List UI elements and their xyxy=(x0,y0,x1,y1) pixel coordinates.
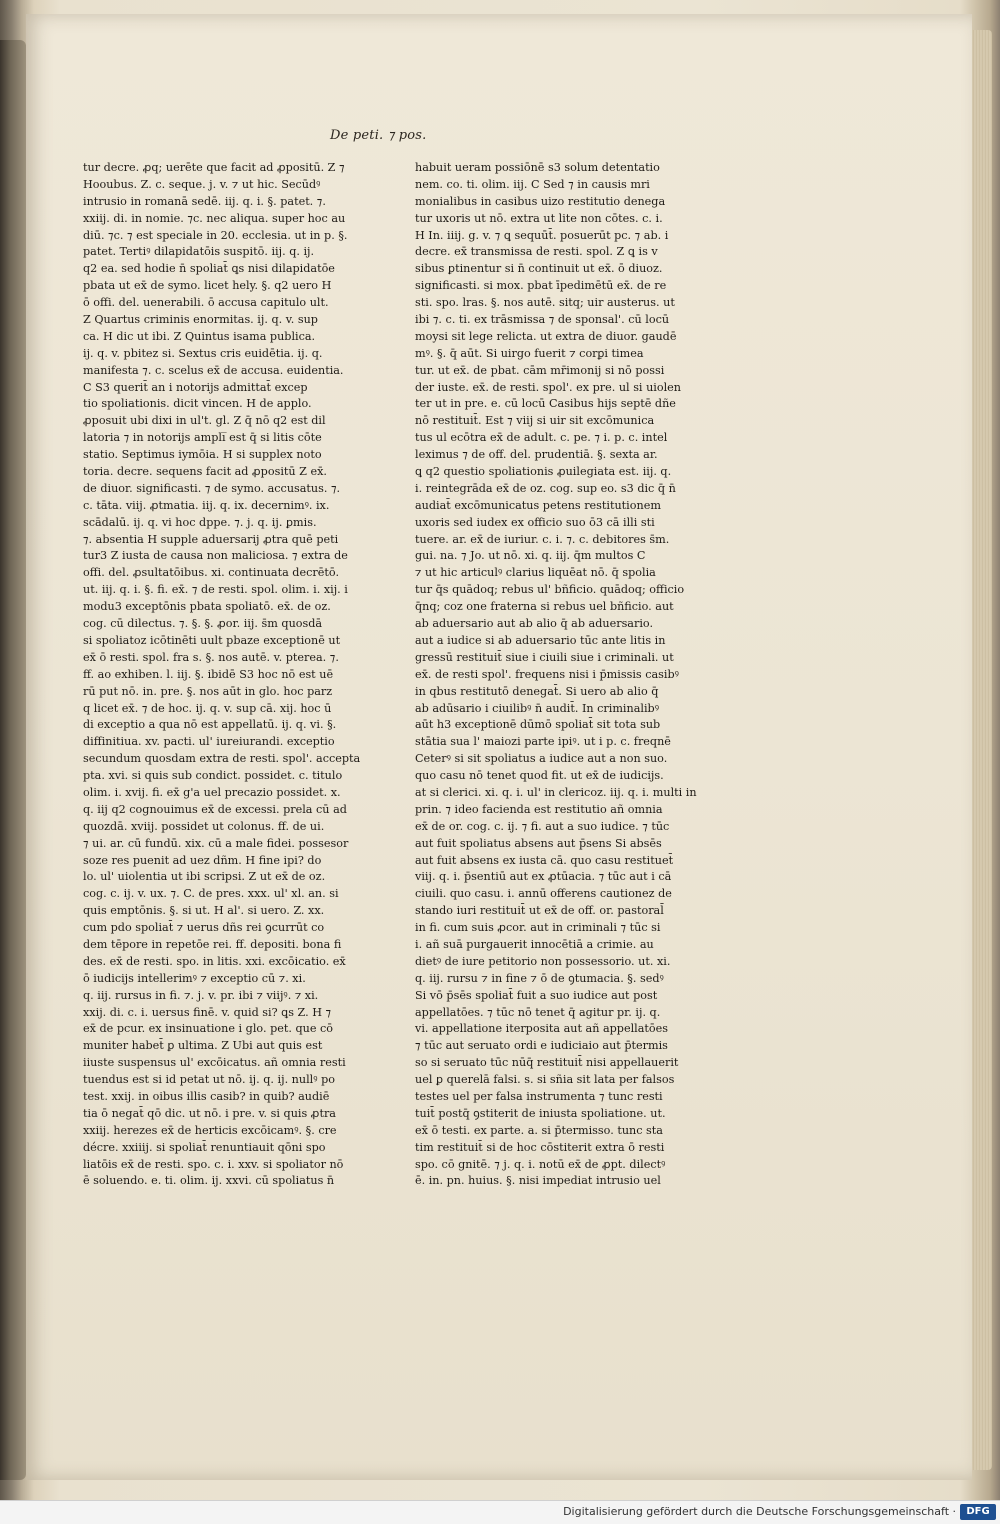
text-line: H In. iiij. g. v. ⁊ ꝗ sequūt̄. posuerūt pc. ⁊ ab. i xyxy=(415,228,669,242)
text-line: appellatōes. ⁊ tūc nō tenet q̄ agitur pr. ij. q. xyxy=(415,1005,661,1019)
text-line: tio spoliationis. dicit vincen. H de applo. xyxy=(83,397,312,411)
text-line: i. añ suā purgauerit innocētiā a crimie. au xyxy=(415,937,654,951)
text-line: at si clerici. xi. q. i. ul' in clericoz. iij. q. i. multi in xyxy=(415,785,697,799)
text-line: tim restituit̄ si de hoc cōstiterit extra ō resti xyxy=(415,1140,665,1154)
dfg-logo: DFG xyxy=(960,1504,996,1520)
text-line: habuit ueram possiōnē s3 solum detentatio xyxy=(415,161,660,174)
text-line: ex̄ ō testi. ex parte. a. si p̄termisso. tunc sta xyxy=(415,1123,663,1137)
text-line: ē. in. pn. huius. §. nisi impediat intrusio uel xyxy=(415,1174,661,1188)
text-line: scādalū. ij. q. vi hoc dppe. ⁊. j. q. ij. ꝑmis. xyxy=(83,515,317,529)
text-line: dietꝰ de iure petitorio non possessorio. ut. xi. xyxy=(415,954,671,968)
text-line: quozdā. xviij. possidet ut colonus. ff. de ui. xyxy=(83,819,325,833)
text-line: tia ō negat̄ qō dic. ut nō. i pre. v. si quis ꝓtra xyxy=(83,1106,336,1120)
text-line: prin. ⁊ ideo facienda est restitutio añ omnia xyxy=(415,802,663,816)
text-line: significasti. si mox. pbat īpedimētū ex̄. de re xyxy=(415,279,667,293)
text-line: ut. iij. q. i. §. fi. ex̄. ⁊ de resti. spol. olim. i. xij. i xyxy=(83,583,348,597)
text-line: ciuili. quo casu. i. annū offerens cautionez de xyxy=(415,887,672,901)
text-line: aūt h3 exceptionē dūmō spoliat̄ sit tota sub xyxy=(415,718,661,732)
text-line: testes uel per falsa instrumenta ⁊ tunc resti xyxy=(415,1089,663,1103)
text-line: manifesta ⁊. c. scelus ex̄ de accusa. euidentia. xyxy=(83,363,344,377)
text-line: tur3 Z iusta de causa non maliciosa. ⁊ extra de xyxy=(83,549,348,563)
text-line: di exceptio a qua nō est appellatū. ij. q. vi. §. xyxy=(83,718,337,732)
text-line: ab aduersario aut ab alio q̄ ab aduersario. xyxy=(415,617,653,631)
text-line: toria. decre. sequens facit ad ꝓpositū Z ex̄. xyxy=(83,465,327,479)
text-line: xxiij. di. in nomie. ⁊c. nec aliqua. super hoc au xyxy=(83,211,346,225)
text-line: si spoliatoz icōtinēti uult pbaze exceptionē ut xyxy=(83,633,341,647)
text-line: pta. xvi. si quis sub condict. possidet. c. titulo xyxy=(83,769,343,783)
text-line: sibus ꝑtinentur si n̄ continuit ut ex̄. ō diuoz. xyxy=(415,262,663,276)
text-line: ex̄ de pcur. ex insinuatione i glo. pet. que cō xyxy=(83,1022,334,1036)
text-line: nem. co. ti. olim. iij. C Sed ⁊ in causis mri xyxy=(415,177,650,191)
page-edges xyxy=(972,30,992,1470)
text-line: uxoris sed iudex ex officio suo ō3 cā illi sti xyxy=(415,515,655,529)
text-line: tuit̄ postq̄ ꝯstiterit de iniusta spoliatione. ut. xyxy=(415,1106,666,1120)
text-line: tur uxoris ut nō. extra ut lite non cōtes. c. i. xyxy=(415,211,663,225)
text-line: ex̄ de or. cog. c. ij. ⁊ fi. aut a suo iudice. ⁊ tūc xyxy=(415,819,670,833)
text-line: c. tāta. viij. ꝓtmatia. iij. q. ix. decernimꝰ. ix. xyxy=(83,498,330,512)
text-line: ⁊ tūc aut seruato ordi e iudiciaio aut p̄termis xyxy=(415,1039,668,1053)
text-line: i. reintegrāda ex̄ de oz. cog. sup eo. s3 dic q̄ n̄ xyxy=(415,481,676,495)
text-line: uel ꝑ querelā falsi. s. si sñia sit lata per falsos xyxy=(415,1073,675,1087)
text-line: ibi ⁊. c. ti. ex trāsmissa ⁊ de sponsal'. cū locū xyxy=(415,313,670,327)
text-line: quo casu nō tenet quod fit. ut ex̄ de iudicijs. xyxy=(415,769,664,783)
text-line: muniter habet̄ ꝑ ultima. Z Ubi aut quis est xyxy=(83,1039,323,1053)
text-line: q. iij. rursu ⁊ in fine ⁊ ō de ꝯtumacia. §. sedꝰ xyxy=(415,971,664,985)
text-line: cog. c. ij. v. ux. ⁊. C. de pres. xxx. ul' xl. an. si xyxy=(83,887,339,901)
left-text-column xyxy=(83,160,365,1190)
text-line: tus ul ecōtra ex̄ de adult. c. pe. ⁊ i. p. c. intel xyxy=(415,431,668,445)
text-line: moysi sit lege relicta. ut extra de diuor. gaudē xyxy=(415,329,677,343)
text-line: gressū restituit̄ siue i ciuili siue i criminali. ut xyxy=(415,650,674,664)
book-spine xyxy=(0,40,26,1480)
text-line: ter ut in pre. e. cū locū Casibus hijs septē dñe xyxy=(415,397,676,411)
text-line: offi. del. ꝓsultatōibus. xi. continuata decrētō. xyxy=(83,566,340,580)
right-text-column xyxy=(415,160,697,1190)
digitization-footer xyxy=(0,1500,1000,1524)
text-line: q̄nq; coz one fraterna si rebus uel bñficio. aut xyxy=(415,600,674,614)
text-line: C S3 querit̄ an i notorijs admittat̄ excep xyxy=(83,380,308,394)
text-line: rū put nō. in. pre. §. nos aūt in glo. hoc parz xyxy=(83,684,333,698)
text-line: ij. q. v. pbitez si. Sextus cris euidētia. ij. q. xyxy=(83,346,323,360)
text-line: iiuste suspensus ul' excōicatus. añ omnia resti xyxy=(83,1056,346,1070)
text-line: décre. xxiiij. si spoliat̄ renuntiauit qōni spo xyxy=(83,1140,326,1154)
text-line: q licet ex̄. ⁊ de hoc. ij. q. v. sup cā. xij. hoc ū xyxy=(83,701,332,715)
text-line: ō iudicijs intellerimꝰ ⁊ exceptio cū ⁊. xi. xyxy=(83,971,306,985)
text-line: der iuste. ex̄. de resti. spol'. ex pre. ul si uiolen xyxy=(415,380,681,394)
text-line: spo. cō gnitē. ⁊ j. q. i. notū ex̄ de ꝓpt. dilectꝰ xyxy=(415,1157,666,1171)
text-line: Hooubus. Z. c. seque. j. v. ⁊ ut hic. Secūdꝰ xyxy=(83,177,321,191)
text-line: ex̄. de resti spol'. frequens nisi i p̄missis casibꝰ xyxy=(415,667,679,681)
text-line: cum pdo spoliat̄ ⁊ uerus dñs rei ꝯcurrūt co xyxy=(83,921,325,935)
text-line: test. xxij. in oibus illis casib? in quib? audiē xyxy=(83,1089,330,1103)
text-line: ⁊. absentia H supple aduersarij ꝓtra quē peti xyxy=(83,532,339,546)
text-line: cog. cū dilectus. ⁊. §. §. ꝓor. iij. s̄m quosdā xyxy=(83,617,323,631)
text-line: ⁊ ut hic articulꝰ clarius liquēat nō. q̄ spolia xyxy=(415,566,656,580)
text-line: patet. Tertiꝰ dilapidatōis suspitō. iij. q. ij. xyxy=(83,245,315,259)
text-line: modu3 exceptōnis pbata spoliatō. ex̄. de oz. xyxy=(83,600,331,614)
text-line: soze res puenit ad uez dñm. H fine ipi? do xyxy=(83,853,322,867)
text-line: mꝰ. §. q̄ aūt. Si uirgo fuerit ⁊ corꝑi timea xyxy=(415,346,644,360)
text-line: Si vō p̄sēs spoliat̄ fuit a suo iudice aut post xyxy=(415,988,658,1002)
text-line: ō offi. del. uenerabili. ō accusa capitulo ult. xyxy=(83,296,329,310)
text-line: stando iuri restituit̄ ut ex̄ de off. or. pastoral̄ xyxy=(415,904,664,918)
text-line: intrusio in romanā sedē. iij. q. i. §. patet. ⁊. xyxy=(83,194,326,208)
text-line: tuere. ar. ex̄ de iuriur. c. i. ⁊. c. debitores s̄m. xyxy=(415,532,670,546)
text-line: tur. ut ex̄. de pbat. cām mr̄imonij si nō possi xyxy=(415,363,665,377)
text-line: diffinitiua. xv. pacti. ul' iureiurandi. exceptio xyxy=(83,735,335,749)
text-line: sti. spo. lras. §. nos autē. sitq; uir austerus. ut xyxy=(415,296,675,310)
text-line: des. ex̄ de resti. spo. in litis. xxi. excōicatio. ex̄ xyxy=(83,954,346,968)
text-line: xxiij. herezes ex̄ de herticis excōicamꝰ. §. cre xyxy=(83,1123,337,1137)
text-line: ꝗ q2 questio spoliationis ꝓuilegiata est. iij. q. xyxy=(415,465,672,479)
text-line: quis emptōnis. §. si ut. H al'. si uero. Z. xx. xyxy=(83,904,325,918)
text-line: tur decre. ꝓq; uerēte que facit ad ꝓpositū. Z ⁊ xyxy=(83,161,345,174)
text-line: tuendus est si id petat ut nō. ij. q. ij. nullꝰ po xyxy=(83,1073,335,1087)
text-line: secundum quosdam extra de resti. spol'. accepta xyxy=(83,752,361,766)
text-line: Ceterꝰ si sit spoliatus a iudice aut a non suo. xyxy=(415,752,668,766)
text-line: so si seruato tūc nūq̄ restituit̄ nisi appellauerit xyxy=(415,1056,679,1070)
text-line: viij. q. i. p̄sentiū aut ex ꝓtūacia. ⁊ tūc aut i cā xyxy=(415,870,672,884)
text-line: vi. appellatione iterposita aut añ appellatōes xyxy=(415,1022,669,1036)
text-line: olim. i. xvij. fi. ex̄ g'a uel precazio possidet. x. xyxy=(83,785,341,799)
text-line: ē soluendo. e. ti. olim. ij. xxvi. cū spoliatus n̄ xyxy=(83,1174,335,1188)
text-line: de diuor. significasti. ⁊ de symo. accusatus. ⁊. xyxy=(83,481,341,495)
text-line: q. iij q2 cognouimus ex̄ de excessi. prela cū ad xyxy=(83,802,347,816)
text-line: ff. ao exhiben. l. iij. §. ibidē S3 hoc nō est uē xyxy=(83,667,334,681)
text-line: diū. ⁊c. ⁊ est speciale in 20. ecclesia. ut in p. §. xyxy=(83,228,348,242)
text-line: dem tēpore in repetōe rei. ff. depositi. bona fi xyxy=(83,937,342,951)
running-head: De peti. ⁊ pos. xyxy=(330,128,427,143)
text-line: in qbus restitutō denegat̄. Si uero ab alio q̄ xyxy=(415,684,659,698)
text-line: ex̄ ō resti. spol. fra s. §. nos autē. v. pterea. ⁊. xyxy=(83,650,339,664)
text-line: ⁊ ui. ar. cū fundū. xix. cū a male fidei. possesor xyxy=(83,836,349,850)
text-line: latoria ⁊ in notorijs ampli̅ est q̄ si litis cōte xyxy=(83,431,322,445)
text-line: q2 ea. sed hodie n̄ spoliat̄ ꝗs nisi dilapidatōe xyxy=(83,262,335,276)
text-line: ab adūsario i ciuilibꝰ n̄ audit̄. In criminalibꝰ xyxy=(415,701,659,715)
text-line: aut fuit absens ex iusta cā. quo casu restituet̄ xyxy=(415,853,674,867)
text-line: monialibus in casibus uizo restitutio denega xyxy=(415,194,666,208)
text-line: tur q̄s quādoq; rebus ul' bñficio. quādoq; officio xyxy=(415,583,685,597)
text-line: nō restituit̄. Est ⁊ viij si uir sit excōmunica xyxy=(415,414,655,428)
text-line: liatōis ex̄ de resti. spo. c. i. xxv. si spoliator nō xyxy=(83,1157,344,1171)
text-line: pbata ut ex̄ de symo. licet hely. §. q2 uero H xyxy=(83,279,332,293)
funding-credit: Digitalisierung gefördert durch die Deutsche Forschungsgemeinschaft · xyxy=(563,1505,956,1518)
text-line: xxij. di. c. i. uersus finē. v. quid si? ꝗs Z. H ⁊ xyxy=(83,1005,332,1019)
text-line: q. iij. rursus in fi. ⁊. j. v. pr. ibi ⁊ viijꝰ. ⁊ xi. xyxy=(83,988,319,1002)
text-line: statio. Septimus iymōia. H si supplex noto xyxy=(83,448,322,462)
text-line: aut fuit spoliatus absens aut p̄sens Si absēs xyxy=(415,836,662,850)
text-line: gui. na. ⁊ Jo. ut nō. xi. q. iij. q̄m multos C xyxy=(415,549,646,563)
text-line: ꝓposuit ubi dixi in ul't. gl. Z q̄ nō q2 est dil xyxy=(83,414,326,428)
text-line: leximus ⁊ de off. del. prudentiā. §. sexta ar. xyxy=(415,448,658,462)
text-line: lo. ul' uiolentia ut ibi scripsi. Z ut ex̄ de oz. xyxy=(83,870,326,884)
text-line: ca. H dic ut ibi. Z Quintus isama publica. xyxy=(83,329,316,343)
text-line: aut a iudice si ab aduersario tūc ante litis in xyxy=(415,633,666,647)
text-line: stātia sua l' maiozi parte ipiꝰ. ut i p. c. freqnē xyxy=(415,735,671,749)
text-line: Z Quartus criminis enormitas. ij. q. v. sup xyxy=(83,313,318,327)
text-line: in fi. cum suis ꝓcor. aut in criminali ⁊ tūc si xyxy=(415,921,661,935)
text-line: decre. ex̄ transmissa de resti. spol. Z ꝗ is v xyxy=(415,245,658,259)
text-line: audiat̄ excōmunicatus petens restitutionem xyxy=(415,498,661,512)
